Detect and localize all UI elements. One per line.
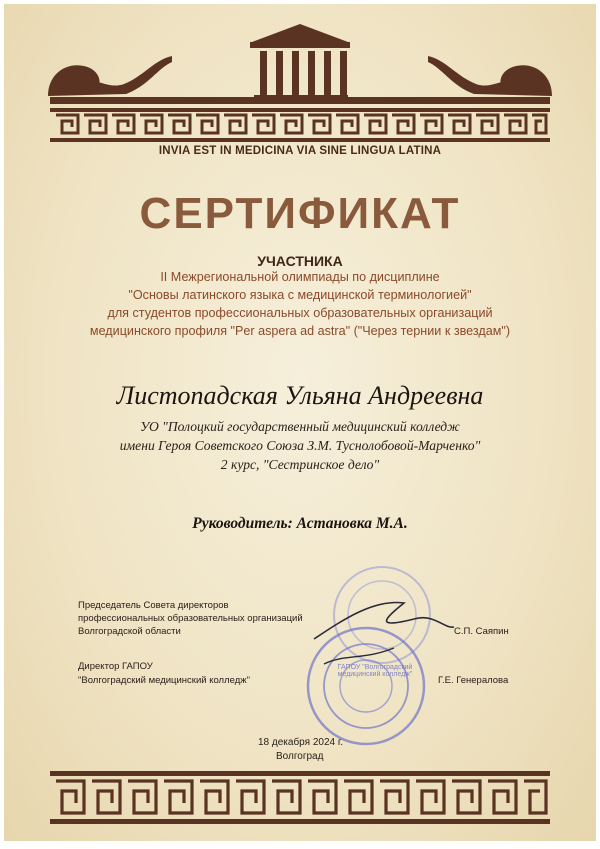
certificate-title: СЕРТИФИКАТ xyxy=(139,189,461,238)
director-name: Г.Е. Генералова xyxy=(438,675,509,686)
supervisor: Руководитель: Астановка М.А. xyxy=(192,515,408,532)
description-line: медицинского профиля "Per aspera ad astra" ("Через тернии к звездам") xyxy=(89,324,511,338)
issue-date: 18 декабря 2024 г. xyxy=(258,737,344,748)
institution-line: УО "Полоцкий государственный медицинский колледж xyxy=(140,419,460,434)
description-line: II Межрегиональной олимпиады по дисциплине xyxy=(160,270,440,284)
institution-line: 2 курс, "Сестринское дело" xyxy=(220,457,380,472)
chair-title-line: Председатель Совета директоров xyxy=(78,600,229,611)
director-title-line: Директор ГАПОУ xyxy=(78,661,153,672)
motto: INVIA EST IN MEDICINA VIA SINE LINGUA LATINA xyxy=(158,145,442,157)
temple-pediment-icon xyxy=(252,24,348,42)
bottom-ornament xyxy=(4,767,596,841)
description-line: для студентов профессиональных образовательных организаций xyxy=(107,306,493,320)
institution-line: имени Героя Советского Союза З.М. Туснолобовой-Марченко" xyxy=(119,438,481,453)
recipient-name: Листопадская Ульяна Андреевна xyxy=(116,381,484,410)
certificate xyxy=(4,4,596,841)
issue-city: Волгоград xyxy=(276,751,324,762)
certificate-subtitle: УЧАСТНИКА xyxy=(257,253,343,269)
description-line: "Основы латинского языка с медицинской терминологией" xyxy=(128,288,472,302)
top-ornament xyxy=(4,4,596,149)
stamp-text: ГАПОУ "Волгоградский медицинский колледж" xyxy=(337,664,413,678)
chair-name: С.П. Саяпин xyxy=(454,626,509,637)
director-title-line: "Волгоградский медицинский колледж" xyxy=(78,675,250,686)
college-stamp-icon xyxy=(304,624,434,754)
chair-title-line: Волгоградской области xyxy=(78,626,181,637)
chair-title-line: профессиональных образовательных организаций xyxy=(78,613,303,624)
